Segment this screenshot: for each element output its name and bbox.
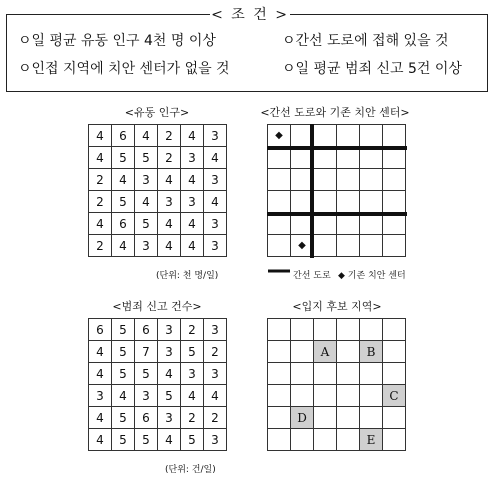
center-marker: ◆ xyxy=(268,125,291,147)
crime-cell: 5 xyxy=(158,385,181,407)
population-grid xyxy=(88,124,227,257)
crime-row xyxy=(89,341,227,363)
population-cell: 4 xyxy=(89,213,112,235)
crime-cell: 2 xyxy=(181,407,204,429)
crime-cell: 4 xyxy=(89,429,112,451)
candidates-cell xyxy=(314,429,337,451)
candidates-cell xyxy=(268,319,291,341)
crime-cell: 4 xyxy=(89,341,112,363)
population-cell: 2 xyxy=(89,191,112,213)
population-cell: 3 xyxy=(181,147,204,169)
candidates-row xyxy=(268,319,406,341)
candidates-title: <입지 후보 지역> xyxy=(292,300,382,313)
crime-cell: 4 xyxy=(89,407,112,429)
crime-unit: (단위: 건/일) xyxy=(165,465,216,475)
population-cell: 6 xyxy=(112,213,135,235)
crime-cell: 3 xyxy=(204,429,227,451)
crime-cell: 4 xyxy=(181,385,204,407)
candidates-cell xyxy=(268,341,291,363)
crime-cell: 3 xyxy=(135,385,158,407)
population-cell: 4 xyxy=(135,191,158,213)
population-unit: (단위: 천 명/일) xyxy=(156,271,219,281)
candidates-cell xyxy=(314,385,337,407)
crime-cell: 4 xyxy=(158,363,181,385)
candidates-row xyxy=(268,385,406,407)
population-cell: 3 xyxy=(158,191,181,213)
population-cell: 4 xyxy=(181,213,204,235)
crime-row xyxy=(89,319,227,341)
population-cell: 4 xyxy=(204,191,227,213)
condition-crime: ㅇ일 평균 범죄 신고 5건 이상 xyxy=(282,61,462,77)
crime-cell: 4 xyxy=(112,385,135,407)
population-cell: 5 xyxy=(112,191,135,213)
candidates-cell xyxy=(268,407,291,429)
candidates-cell xyxy=(337,407,360,429)
crime-cell: 5 xyxy=(112,363,135,385)
crime-cell: 4 xyxy=(204,385,227,407)
candidates-cell xyxy=(268,363,291,385)
candidates-row xyxy=(268,363,406,385)
candidates-cell xyxy=(360,385,383,407)
population-cell: 5 xyxy=(135,147,158,169)
population-cell: 4 xyxy=(112,169,135,191)
crime-cell: 6 xyxy=(89,319,112,341)
crime-cell: 7 xyxy=(135,341,158,363)
crime-cell: 3 xyxy=(204,319,227,341)
crime-row xyxy=(89,385,227,407)
crime-cell: 5 xyxy=(135,363,158,385)
population-cell: 3 xyxy=(204,213,227,235)
candidates-row xyxy=(268,341,406,363)
crime-cell: 5 xyxy=(112,341,135,363)
population-row xyxy=(89,147,227,169)
candidate-site: D xyxy=(291,407,314,429)
population-cell: 5 xyxy=(135,213,158,235)
crime-cell: 3 xyxy=(89,385,112,407)
candidates-cell xyxy=(314,319,337,341)
population-cell: 2 xyxy=(158,125,181,147)
crime-cell: 2 xyxy=(204,407,227,429)
candidate-site: C xyxy=(383,385,406,407)
conditions-title: < 조 건 > xyxy=(211,7,289,23)
population-cell: 4 xyxy=(204,147,227,169)
population-cell: 2 xyxy=(89,235,112,257)
population-cell: 5 xyxy=(112,147,135,169)
population-cell: 3 xyxy=(204,235,227,257)
crime-cell: 5 xyxy=(112,429,135,451)
population-title: <유동 인구> xyxy=(124,106,190,119)
road-legend-line xyxy=(268,267,290,275)
crime-cell: 3 xyxy=(158,341,181,363)
center-legend-label: ◆ 기존 치안 센터 xyxy=(338,271,406,281)
candidates-cell xyxy=(360,319,383,341)
candidates-cell xyxy=(268,385,291,407)
population-cell: 4 xyxy=(158,213,181,235)
crime-cell: 5 xyxy=(112,407,135,429)
population-cell: 3 xyxy=(204,125,227,147)
crime-cell: 2 xyxy=(204,341,227,363)
population-cell: 2 xyxy=(89,169,112,191)
population-cell: 3 xyxy=(135,169,158,191)
candidates-cell xyxy=(337,341,360,363)
population-cell: 3 xyxy=(135,235,158,257)
center-marker: ◆ xyxy=(291,235,314,257)
crime-cell: 5 xyxy=(181,429,204,451)
condition-population: ㅇ일 평균 유동 인구 4천 명 이상 xyxy=(18,33,216,49)
crime-cell: 3 xyxy=(158,319,181,341)
crime-cell: 4 xyxy=(158,429,181,451)
road-legend-label: 간선 도로 xyxy=(293,271,331,281)
candidate-site: B xyxy=(360,341,383,363)
population-row xyxy=(89,125,227,147)
population-cell: 2 xyxy=(158,147,181,169)
crime-cell: 3 xyxy=(204,363,227,385)
population-cell: 4 xyxy=(112,235,135,257)
condition-no-center: ㅇ인접 지역에 치안 센터가 없을 것 xyxy=(18,61,230,77)
candidates-cell xyxy=(360,363,383,385)
candidates-cell xyxy=(291,319,314,341)
candidates-cell xyxy=(383,429,406,451)
population-row xyxy=(89,169,227,191)
candidates-cell xyxy=(291,385,314,407)
crime-cell: 3 xyxy=(181,363,204,385)
road-lines xyxy=(267,124,407,258)
crime-cell: 6 xyxy=(135,407,158,429)
candidates-cell xyxy=(383,319,406,341)
conditions-box xyxy=(6,14,488,92)
candidates-cell xyxy=(383,341,406,363)
candidates-grid xyxy=(267,318,406,451)
crime-title: <범죄 신고 건수> xyxy=(112,300,202,313)
crime-row xyxy=(89,363,227,385)
candidates-cell xyxy=(337,429,360,451)
candidates-cell xyxy=(314,407,337,429)
crime-cell: 5 xyxy=(135,429,158,451)
population-cell: 4 xyxy=(89,125,112,147)
population-cell: 4 xyxy=(158,235,181,257)
candidates-cell xyxy=(291,341,314,363)
crime-grid xyxy=(88,318,227,451)
candidates-cell xyxy=(291,363,314,385)
population-cell: 4 xyxy=(89,147,112,169)
crime-cell: 5 xyxy=(112,319,135,341)
candidates-cell xyxy=(268,429,291,451)
population-cell: 4 xyxy=(158,169,181,191)
crime-cell: 4 xyxy=(89,363,112,385)
candidates-cell xyxy=(314,363,337,385)
candidates-cell xyxy=(337,385,360,407)
population-cell: 3 xyxy=(181,191,204,213)
crime-cell: 6 xyxy=(135,319,158,341)
population-cell: 4 xyxy=(181,169,204,191)
candidates-cell xyxy=(337,363,360,385)
population-cell: 4 xyxy=(181,125,204,147)
candidate-site: A xyxy=(314,341,337,363)
candidates-cell xyxy=(337,319,360,341)
crime-cell: 2 xyxy=(181,319,204,341)
candidate-site: E xyxy=(360,429,383,451)
population-cell: 3 xyxy=(204,169,227,191)
population-row xyxy=(89,213,227,235)
crime-row xyxy=(89,407,227,429)
population-cell: 6 xyxy=(112,125,135,147)
candidates-row xyxy=(268,429,406,451)
population-cell: 4 xyxy=(181,235,204,257)
population-row xyxy=(89,191,227,213)
crime-cell: 5 xyxy=(181,341,204,363)
population-cell: 4 xyxy=(135,125,158,147)
crime-cell: 3 xyxy=(158,407,181,429)
candidates-cell xyxy=(291,429,314,451)
candidates-cell xyxy=(360,407,383,429)
roads-title: <간선 도로와 기존 치안 센터> xyxy=(260,106,410,119)
candidates-cell xyxy=(383,407,406,429)
population-row xyxy=(89,235,227,257)
condition-road: ㅇ간선 도로에 접해 있을 것 xyxy=(282,33,449,49)
candidates-cell xyxy=(383,363,406,385)
crime-row xyxy=(89,429,227,451)
candidates-row xyxy=(268,407,406,429)
